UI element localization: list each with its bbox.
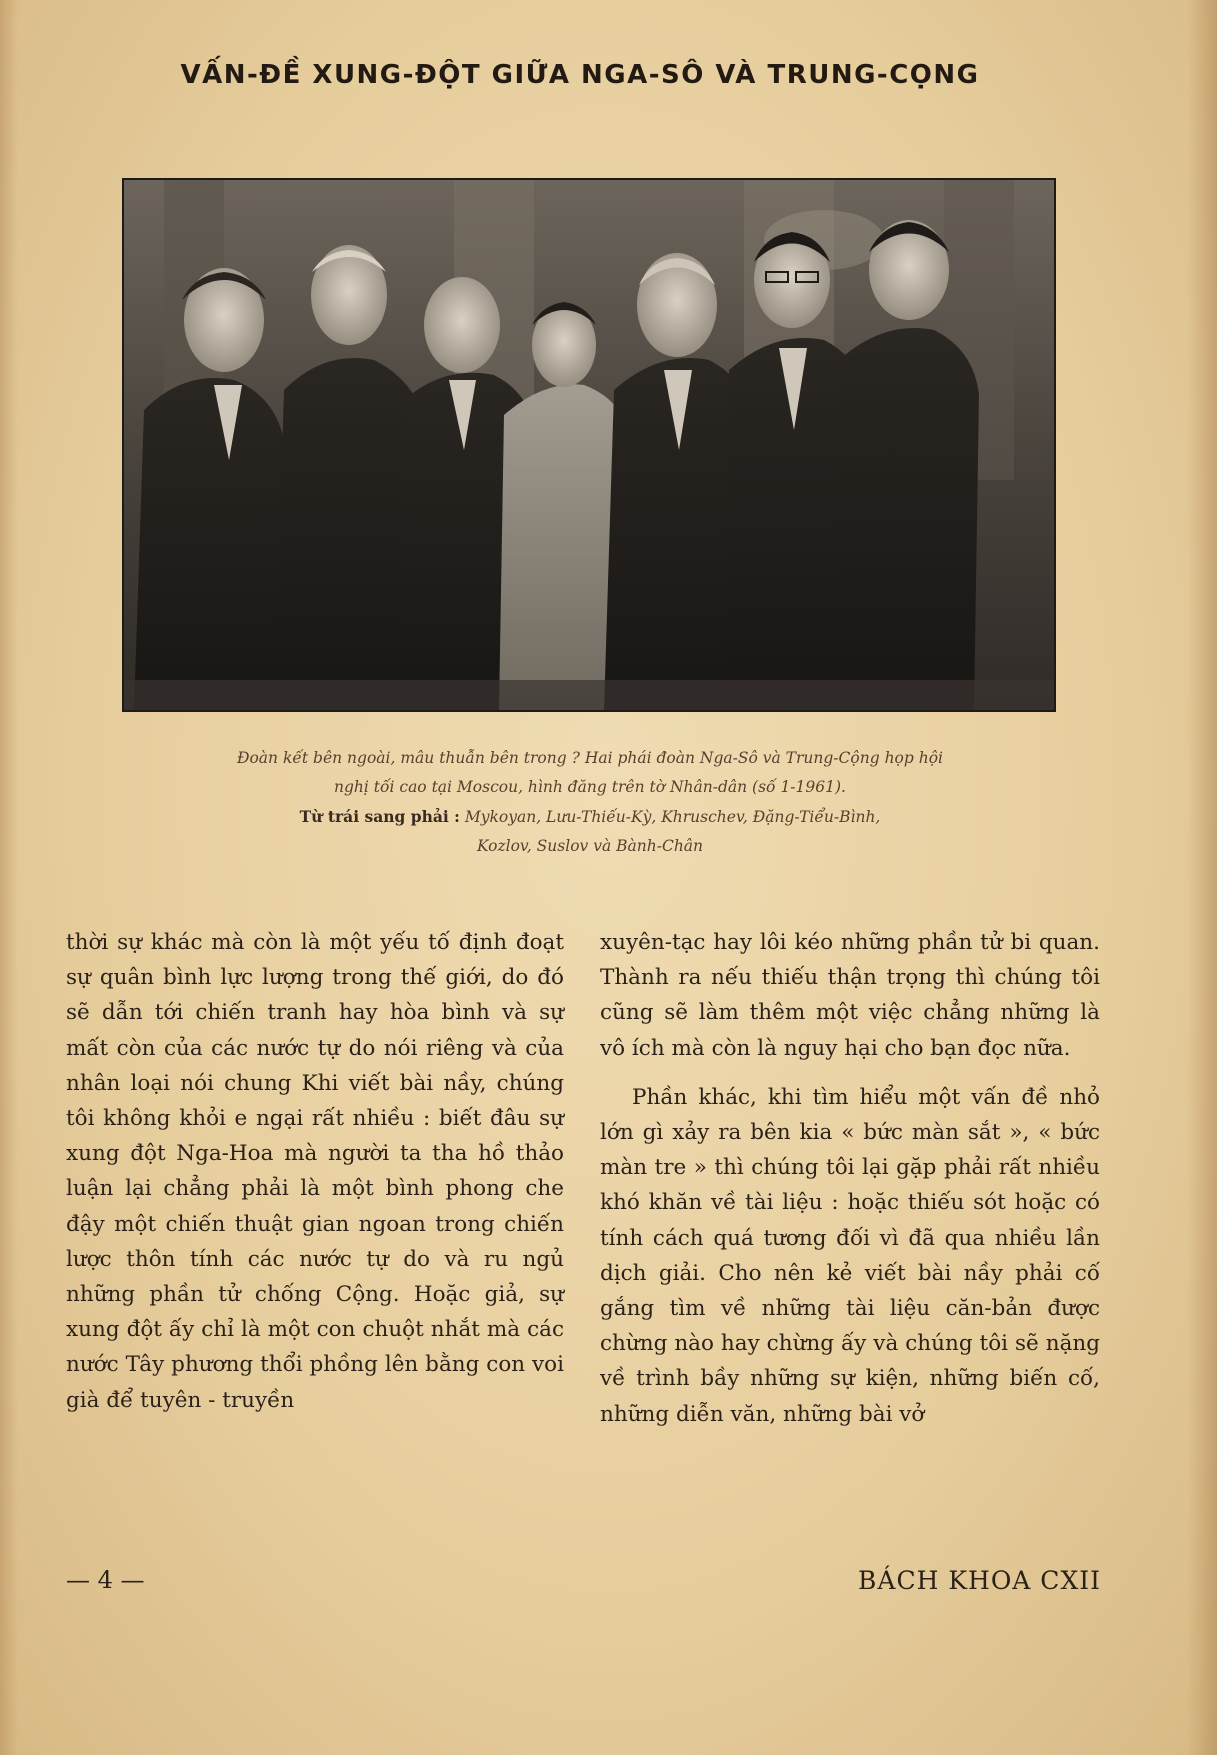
caption-line-1: Đoàn kết bên ngoài, mâu thuẫn bên trong ? Hai phái đoàn Nga-Sô và Trung-Cộng họp hội bbox=[236, 749, 944, 767]
article-column-right bbox=[600, 925, 1100, 1432]
caption-names: Mykoyan, Lưu-Thiếu-Kỳ, Khruschev, Đặng-Tiểu-Bình, bbox=[464, 808, 881, 826]
caption-lead: Từ trái sang phải : bbox=[299, 807, 460, 826]
caption-line-4: Kozlov, Suslov và Bành-Chân bbox=[476, 837, 704, 855]
page-number: — 4 — bbox=[66, 1566, 145, 1594]
caption-line-2: nghị tối cao tại Moscou, hình đăng trên tờ Nhân-dân (số 1-1961). bbox=[334, 778, 846, 796]
page-edge-shadow-right bbox=[1187, 0, 1217, 1755]
right-paragraph-1: xuyên-tạc hay lôi kéo những phần tử bi quan. Thành ra nếu thiếu thận trọng thì chúng tôi cũng sẽ làm thêm một việc chẳng những là vô ích mà còn là nguy hại cho bạn đọc nữa. bbox=[600, 930, 1100, 1061]
group-photo bbox=[122, 178, 1056, 712]
photo-caption bbox=[90, 744, 1090, 861]
right-paragraph-2: Phần khác, khi tìm hiểu một vấn đề nhỏ lớn gì xảy ra bên kia « bức màn sắt », « bức màn tre » thì chúng tôi lại gặp phải rất nhiều khó khăn về tài liệu : hoặc thiếu sót hoặc có tính cách quá tương đối vì đã qua nhiều lần dịch giải. Cho nên kẻ viết bài nầy phải cố gắng tìm về những tài liệu căn-bản được chừng nào hay chừng ấy và chúng tôi sẽ nặng về trình bầy những sự kiện, những biến cố, những diễn văn, những bài vở bbox=[600, 1084, 1100, 1427]
article-column-left bbox=[66, 925, 564, 1418]
page-header-title: VẤN-ĐỀ XUNG-ĐỘT GIỮA NGA-SÔ VÀ TRUNG-CỌNG bbox=[180, 60, 980, 90]
page-edge-shadow-left bbox=[0, 0, 18, 1755]
left-column-text: thời sự khác mà còn là một yếu tố định đoạt sự quân bình lực lượng trong thế giới, do đó sẽ dẫn tới chiến tranh hay hòa bình và sự mất còn của các nước tự do nói riêng và của nhân loại nói chung Khi viết bài nầy, chúng tôi không khỏi e ngại rất nhiều : biết đâu sự xung đột Nga-Hoa mà người ta tha hồ thảo luận lại chẳng phải là một bình phong che đậy một chiến thuật gian ngoan trong chiến lược thôn tính các nước tự do và ru ngủ những phần tử chống Cộng. Hoặc giả, sự xung đột ấy chỉ là một con chuột nhắt mà các nước Tây phương thổi phồng lên bằng con voi già để tuyên - truyền bbox=[66, 930, 564, 1413]
publication-name: BÁCH KHOA CXII bbox=[858, 1566, 1101, 1595]
caption-line-3 bbox=[90, 802, 1090, 832]
